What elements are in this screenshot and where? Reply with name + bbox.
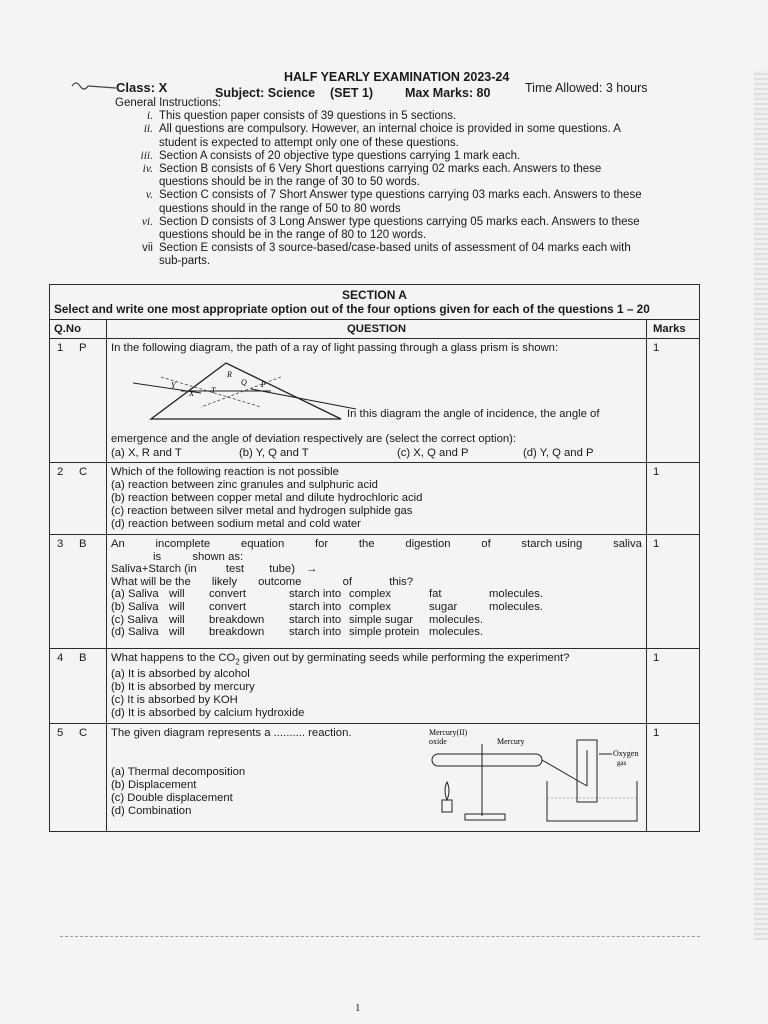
option: (d) Y, Q and P xyxy=(523,447,594,459)
question-cell xyxy=(107,339,647,463)
option-part: molecules. xyxy=(429,613,483,626)
question-row xyxy=(50,339,700,463)
subscript-2: 2 xyxy=(235,657,240,667)
option: (a) Thermal decomposition xyxy=(111,766,246,779)
option-part: convert xyxy=(209,588,247,600)
word: of xyxy=(481,538,491,550)
instruction-num: v. xyxy=(145,189,153,202)
instruction-item xyxy=(117,163,647,189)
option-part: (a) Saliva xyxy=(111,588,159,600)
label-gas: gas xyxy=(617,759,627,768)
option-part: sugar xyxy=(429,600,458,613)
section-instruction: Select and write one most appropriate option out of the four options given for each of the questions 1 – 20 xyxy=(54,302,650,316)
instruction-num: i. xyxy=(146,110,153,123)
word: the xyxy=(358,538,375,550)
question-table xyxy=(49,284,700,832)
option-part: breakdown xyxy=(209,626,265,639)
question-number-cell xyxy=(50,724,107,832)
option: (c) X, Q and P xyxy=(397,447,469,459)
instruction-num: vii xyxy=(142,242,153,255)
option: (b) It is absorbed by mercury xyxy=(111,681,255,694)
marks-cell: 1 xyxy=(647,724,700,832)
time-allowed-label: Time Allowed: 3 hours xyxy=(525,81,648,95)
word: of xyxy=(342,575,353,588)
option-part: simple protein xyxy=(349,626,420,639)
option: (a) reaction between zinc granules and sulphuric acid xyxy=(111,479,378,491)
instruction-num: iii. xyxy=(140,149,153,162)
question-code: B xyxy=(79,652,87,664)
word: test xyxy=(225,563,245,575)
word: shown as: xyxy=(192,551,244,563)
option-part: starch into xyxy=(289,626,342,639)
diagram-label-y: Y xyxy=(171,381,176,390)
section-title: SECTION A xyxy=(342,288,407,302)
word: incomplete xyxy=(155,538,211,550)
question-number-cell xyxy=(50,463,107,535)
question-number: 4 xyxy=(57,652,64,664)
question-cell xyxy=(107,724,647,832)
subject-label: Subject: Science xyxy=(215,86,316,100)
question-row xyxy=(50,463,700,535)
option: (b) reaction between copper metal and dilute hydrochloric acid xyxy=(111,492,423,504)
general-instructions-title: General Instructions: xyxy=(115,97,222,109)
option: (a) It is absorbed by alcohol xyxy=(111,668,250,681)
option: (c) It is absorbed by KOH xyxy=(111,694,238,707)
option-part: convert xyxy=(209,600,247,613)
word: this? xyxy=(389,575,414,588)
word: digestion xyxy=(405,538,451,550)
option-part: starch into xyxy=(289,588,342,600)
question-row xyxy=(50,535,700,649)
option-part: starch into xyxy=(289,600,342,613)
question-cell xyxy=(107,535,647,649)
question-number-cell xyxy=(50,339,107,463)
question-code: B xyxy=(79,538,87,550)
set-label: (SET 1) xyxy=(330,86,374,100)
diagram-label-p: P xyxy=(261,380,266,389)
option-part: will xyxy=(169,626,185,639)
options-row xyxy=(111,447,642,459)
option-part: (d) Saliva xyxy=(111,626,159,639)
option: (b) Y, Q and T xyxy=(239,447,309,459)
word: starch using xyxy=(521,538,583,550)
question-code: P xyxy=(79,342,87,354)
question-code: C xyxy=(79,466,88,478)
word: likely xyxy=(211,575,237,588)
instruction-text: Section C consists of 7 Short Answer type questions carrying 03 marks each. Answers to these questions should in the range of 50 to 80 words xyxy=(159,189,642,215)
option: (a) X, R and T xyxy=(111,447,182,459)
footer-rule xyxy=(60,936,700,938)
question-text xyxy=(111,652,642,668)
label-mercury-ii: Mercury(II) xyxy=(429,728,468,738)
instruction-text: Section A consists of 20 objective type questions carrying 1 mark each. xyxy=(159,149,521,162)
arrow-symbol: → xyxy=(306,563,318,575)
word: An xyxy=(111,538,125,550)
question-number-cell xyxy=(50,649,107,724)
option-part: molecules. xyxy=(489,600,543,613)
option-part: complex xyxy=(349,600,392,613)
option: (d) Combination xyxy=(111,805,192,818)
class-label: Class: X xyxy=(116,80,168,95)
question-text-pre: What happens to the CO xyxy=(111,652,236,664)
instruction-text: Section E consists of 3 source-based/case-based units of assessment of 04 marks each with sub-parts. xyxy=(159,242,631,268)
prism-diagram xyxy=(131,357,381,427)
marks-cell: 1 xyxy=(647,649,700,724)
option-part: starch into xyxy=(289,613,342,626)
question-number: 2 xyxy=(57,466,64,478)
word: equation xyxy=(240,538,285,550)
option-part: molecules. xyxy=(429,626,483,639)
option-part: will xyxy=(169,588,185,600)
option-part: will xyxy=(169,613,185,626)
label-oxygen: Oxygen xyxy=(613,749,639,759)
instruction-num: iv. xyxy=(142,163,153,176)
question-text: In the following diagram, the path of a ray of light passing through a glass prism is shown: xyxy=(111,342,559,354)
instruction-text: Section D consists of 3 Long Answer type questions carrying 05 marks each. Answers to these questions should be in the range of 80 to 120 words. xyxy=(159,215,640,242)
max-marks-label: Max Marks: 80 xyxy=(405,86,491,100)
marks-cell: 1 xyxy=(647,535,700,649)
label-oxide: oxide xyxy=(429,737,447,747)
page-number: 1 xyxy=(355,1002,361,1014)
question-line xyxy=(111,576,642,589)
option: (d) reaction between sodium metal and cold water xyxy=(111,518,361,530)
question-text-cont: In this diagram the angle of incidence, the angle of xyxy=(347,408,600,420)
diagram-label-q: Q xyxy=(241,378,247,387)
option: (c) Double displacement xyxy=(111,792,233,805)
word: What will be the xyxy=(111,575,191,588)
col-header-question: QUESTION xyxy=(107,320,647,339)
option-part: molecules. xyxy=(489,588,543,600)
instruction-text: Section B consists of 6 Very Short questions carrying 02 marks each. Answers to these questions should be in the range of 30 to 50 words. xyxy=(159,163,602,189)
instruction-num: ii. xyxy=(143,123,153,136)
instruction-item xyxy=(117,123,647,149)
instruction-item xyxy=(117,150,647,163)
question-number: 3 xyxy=(57,538,64,550)
question-row xyxy=(50,724,700,832)
question-text-post: given out by germinating seeds while performing the experiment? xyxy=(239,652,570,664)
option-part: breakdown xyxy=(209,613,265,626)
question-line xyxy=(111,538,642,551)
question-cell xyxy=(107,649,647,724)
question-number-cell xyxy=(50,535,107,649)
question-line xyxy=(111,551,642,563)
question-text-cont2: emergence and the angle of deviation respectively are (select the correct option): xyxy=(111,433,517,445)
word: is xyxy=(153,551,162,563)
word: saliva xyxy=(613,538,642,550)
thermal-decomposition-diagram xyxy=(407,726,647,834)
diagram-label-x: X xyxy=(189,389,194,398)
question-number: 5 xyxy=(57,727,64,740)
question-line xyxy=(111,563,642,576)
question-text: The given diagram represents a .......... reaction. xyxy=(111,727,352,740)
label-mercury: Mercury xyxy=(497,737,525,747)
word: outcome xyxy=(258,575,302,588)
option-part: fat xyxy=(429,588,442,600)
instruction-item xyxy=(117,216,647,242)
option-part: (b) Saliva xyxy=(111,600,159,613)
scan-edge xyxy=(754,70,768,940)
instruction-num: vi. xyxy=(141,215,153,228)
diagram-label-r: R xyxy=(227,370,232,379)
word: tube) xyxy=(269,563,295,575)
pen-scribble-mark xyxy=(70,78,120,92)
question-text: Which of the following reaction is not possible xyxy=(111,466,339,478)
option: (c) reaction between silver metal and hydrogen sulphide gas xyxy=(111,505,413,517)
options-grid xyxy=(111,588,642,639)
diagram-label-t: T xyxy=(211,386,216,395)
option: (b) Displacement xyxy=(111,779,197,792)
option-part: (c) Saliva xyxy=(111,613,159,626)
instruction-text: This question paper consists of 39 questions in 5 sections. xyxy=(159,110,457,123)
general-instructions xyxy=(117,97,647,269)
instruction-item xyxy=(117,110,647,123)
option-part xyxy=(489,614,579,627)
instruction-item xyxy=(131,242,647,268)
question-cell xyxy=(107,463,647,535)
instruction-text: All questions are compulsory. However, an internal choice is provided in some questions. A student is expected to attempt only one of these questions. xyxy=(159,123,621,149)
marks-cell: 1 xyxy=(647,339,700,463)
question-row xyxy=(50,649,700,724)
option: (d) It is absorbed by calcium hydroxide xyxy=(111,707,305,720)
instruction-item xyxy=(117,189,647,215)
question-code: C xyxy=(79,727,88,740)
option-part xyxy=(489,626,579,639)
option-part: will xyxy=(169,600,185,613)
col-header-qno: Q.No xyxy=(50,320,107,339)
section-header-cell xyxy=(50,285,700,320)
col-header-marks: Marks xyxy=(647,320,700,339)
marks-cell: 1 xyxy=(647,463,700,535)
option-part: simple sugar xyxy=(349,613,414,626)
word: for xyxy=(314,538,329,550)
option-part: complex xyxy=(349,588,392,600)
exam-title: HALF YEARLY EXAMINATION 2023-24 xyxy=(284,70,510,84)
word: Saliva+Starch (in xyxy=(111,563,197,575)
question-number: 1 xyxy=(57,342,64,354)
